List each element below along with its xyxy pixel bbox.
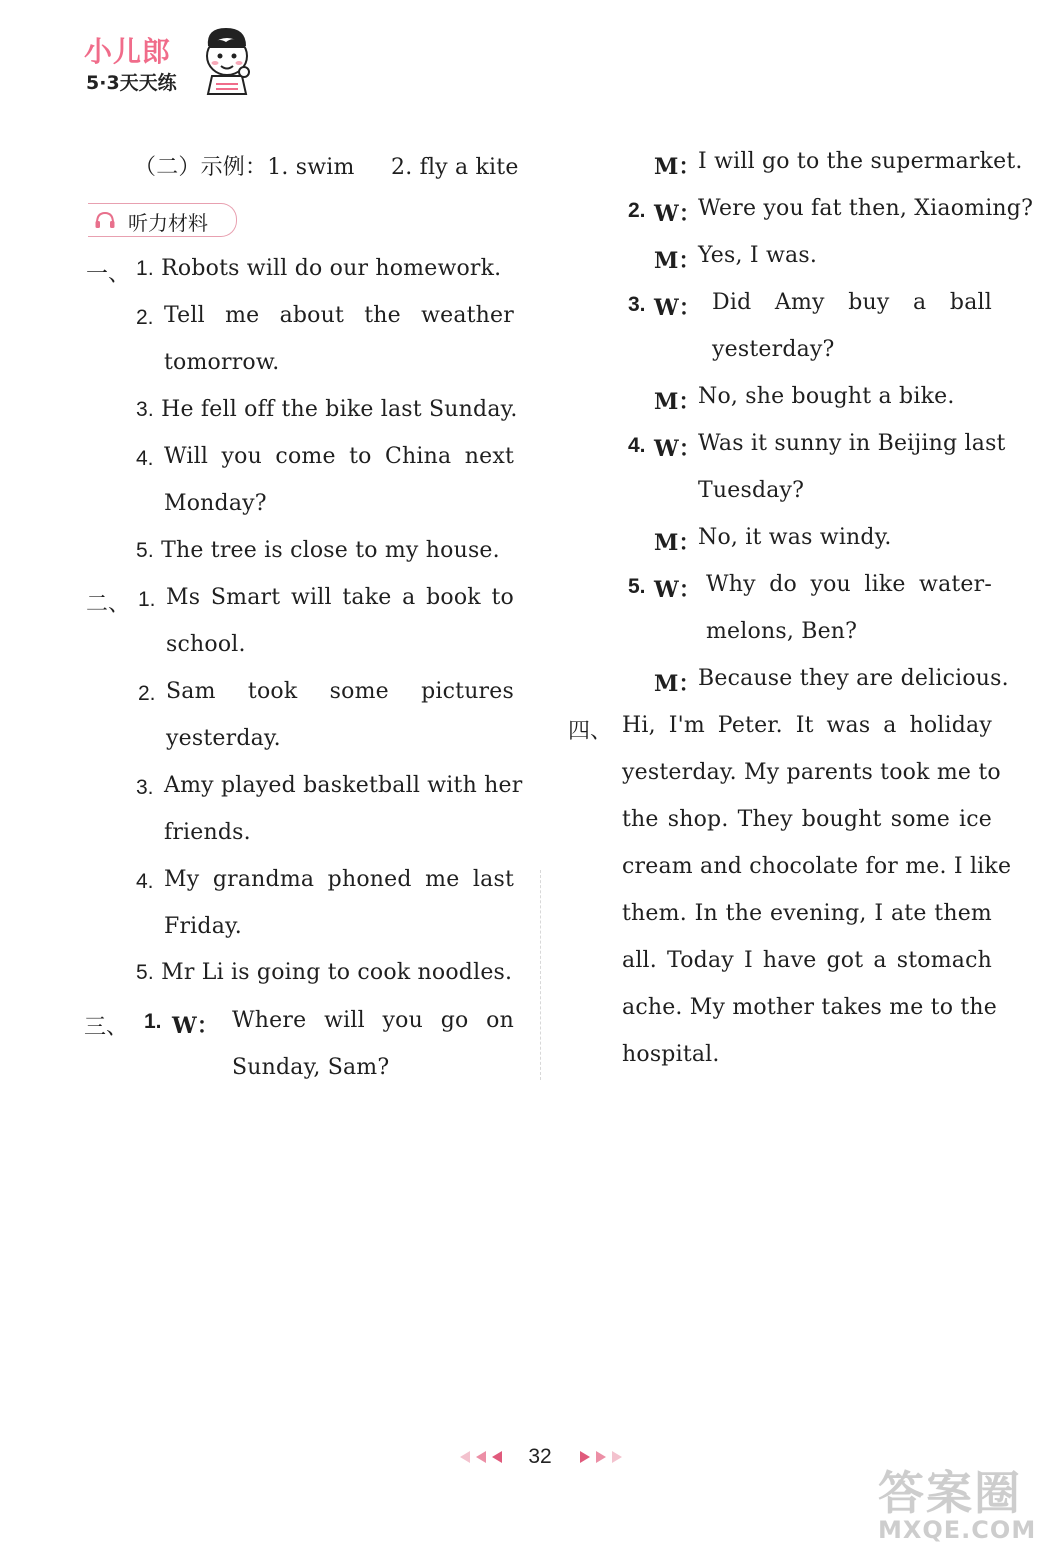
speaker-w: W： (654, 577, 702, 603)
watermark-line-2: MXQE.COM (878, 1516, 1037, 1544)
dialogue-line: No, she bought a bike. (698, 384, 955, 409)
dialogue-line: Were you fat then, Xiaoming? (698, 196, 1034, 221)
list-item-line: friends. (164, 820, 251, 845)
list-item-number: 3. (136, 776, 154, 799)
dialogue-line: Where will you go on (232, 1008, 514, 1033)
dialogue-number: 5. (628, 575, 646, 598)
dialogue-line: Sunday, Sam? (232, 1055, 390, 1080)
passage-line: cream and chocolate for me. I like (622, 854, 1012, 879)
speaker-m: M： (654, 248, 701, 274)
list-item: 5. Mr Li is going to cook noodles. (136, 960, 513, 985)
dialogue-number: 3. (628, 293, 646, 316)
brand-logo (78, 24, 258, 96)
dialogue-line: Yes, I was. (698, 243, 818, 268)
passage-line: them. In the evening, I ate them (622, 901, 992, 926)
dialogue-number: 2. (628, 199, 646, 222)
list-item-number: 1. (138, 588, 156, 611)
list-item-line: Monday? (164, 491, 267, 516)
passage-line: yesterday. My parents took me to (622, 760, 1001, 785)
dialogue-line: No, it was windy. (698, 525, 892, 550)
headphones-icon (94, 210, 116, 230)
listening-material-label: 听力材料 (128, 211, 208, 235)
speaker-w: W： (654, 201, 702, 227)
watermark-line-1: 答案圈 (878, 1466, 1022, 1520)
list-item-number: 2. (138, 682, 156, 705)
passage-line: hospital. (622, 1042, 720, 1067)
column-divider (540, 870, 541, 1080)
list-item-line: Sam took some pictures (166, 679, 514, 704)
list-item: 3. He fell off the bike last Sunday. (136, 397, 518, 422)
list-item-number: 4. (136, 870, 154, 893)
site-watermark (878, 1466, 1037, 1544)
list-item-line: yesterday. (166, 726, 281, 751)
section-4-marker: 四、 (568, 719, 613, 744)
section-2-marker: 二、 (86, 592, 131, 617)
listening-material-tag (88, 203, 237, 237)
dialogue-number: 1. (144, 1010, 162, 1033)
dialogue-line: melons, Ben? (706, 619, 858, 644)
example-label: （二）示例： (134, 155, 268, 180)
section-3-marker: 三、 (84, 1015, 129, 1040)
list-item: 5. The tree is close to my house. (136, 538, 500, 563)
brand-name: 小儿郎 (84, 35, 172, 68)
dialogue-line: Why do you like water- (706, 572, 992, 597)
series-name: 5·3天天练 (86, 72, 177, 94)
list-item-line: school. (166, 632, 246, 657)
list-item-line: Ms Smart will take a book to (166, 585, 514, 610)
list-item-line: Friday. (164, 914, 242, 939)
passage-line: all. Today I have got a stomach (622, 948, 992, 973)
speaker-m: M： (654, 530, 701, 556)
passage-line: Hi, I'm Peter. It was a holiday (622, 713, 992, 738)
speaker-m: M： (654, 389, 701, 415)
speaker-w: W： (172, 1013, 220, 1039)
passage-line: ache. My mother takes me to the (622, 995, 997, 1020)
list-item-line: My grandma phoned me last (164, 867, 514, 892)
dialogue-line: yesterday? (712, 337, 835, 362)
section-1-marker: 一、 (86, 262, 131, 287)
passage-line: the shop. They bought some ice (622, 807, 992, 832)
prev-arrows-icon (456, 1449, 508, 1465)
page-footer (456, 1443, 626, 1473)
next-arrows-icon (574, 1449, 626, 1465)
example-item-2: 2. fly a kite (391, 155, 519, 180)
dialogue-line: Tuesday? (698, 478, 805, 503)
list-item-line: Will you come to China next (164, 444, 514, 469)
speaker-w: W： (654, 436, 702, 462)
page-number: 32 (528, 1445, 552, 1468)
dialogue-line: I will go to the supermarket. (698, 149, 1023, 174)
speaker-m: M： (654, 154, 701, 180)
speaker-w: W： (654, 295, 702, 321)
list-item-number: 2. (136, 306, 154, 329)
speaker-m: M： (654, 671, 701, 697)
list-item-number: 4. (136, 447, 154, 470)
dialogue-line: Was it sunny in Beijing last (698, 431, 1006, 456)
list-item: 1. Robots will do our homework. (136, 256, 502, 281)
list-item-line: tomorrow. (164, 350, 280, 375)
dialogue-line: Because they are delicious. (698, 666, 1009, 691)
dialogue-number: 4. (628, 434, 646, 457)
list-item-line: Amy played basketball with her (164, 773, 523, 798)
example-item-1: 1. swim (267, 155, 355, 180)
example-row (134, 150, 519, 181)
dialogue-line: Did Amy buy a ball (712, 290, 992, 315)
mascot-boy-icon (196, 24, 258, 96)
list-item-line: Tell me about the weather (164, 303, 514, 328)
